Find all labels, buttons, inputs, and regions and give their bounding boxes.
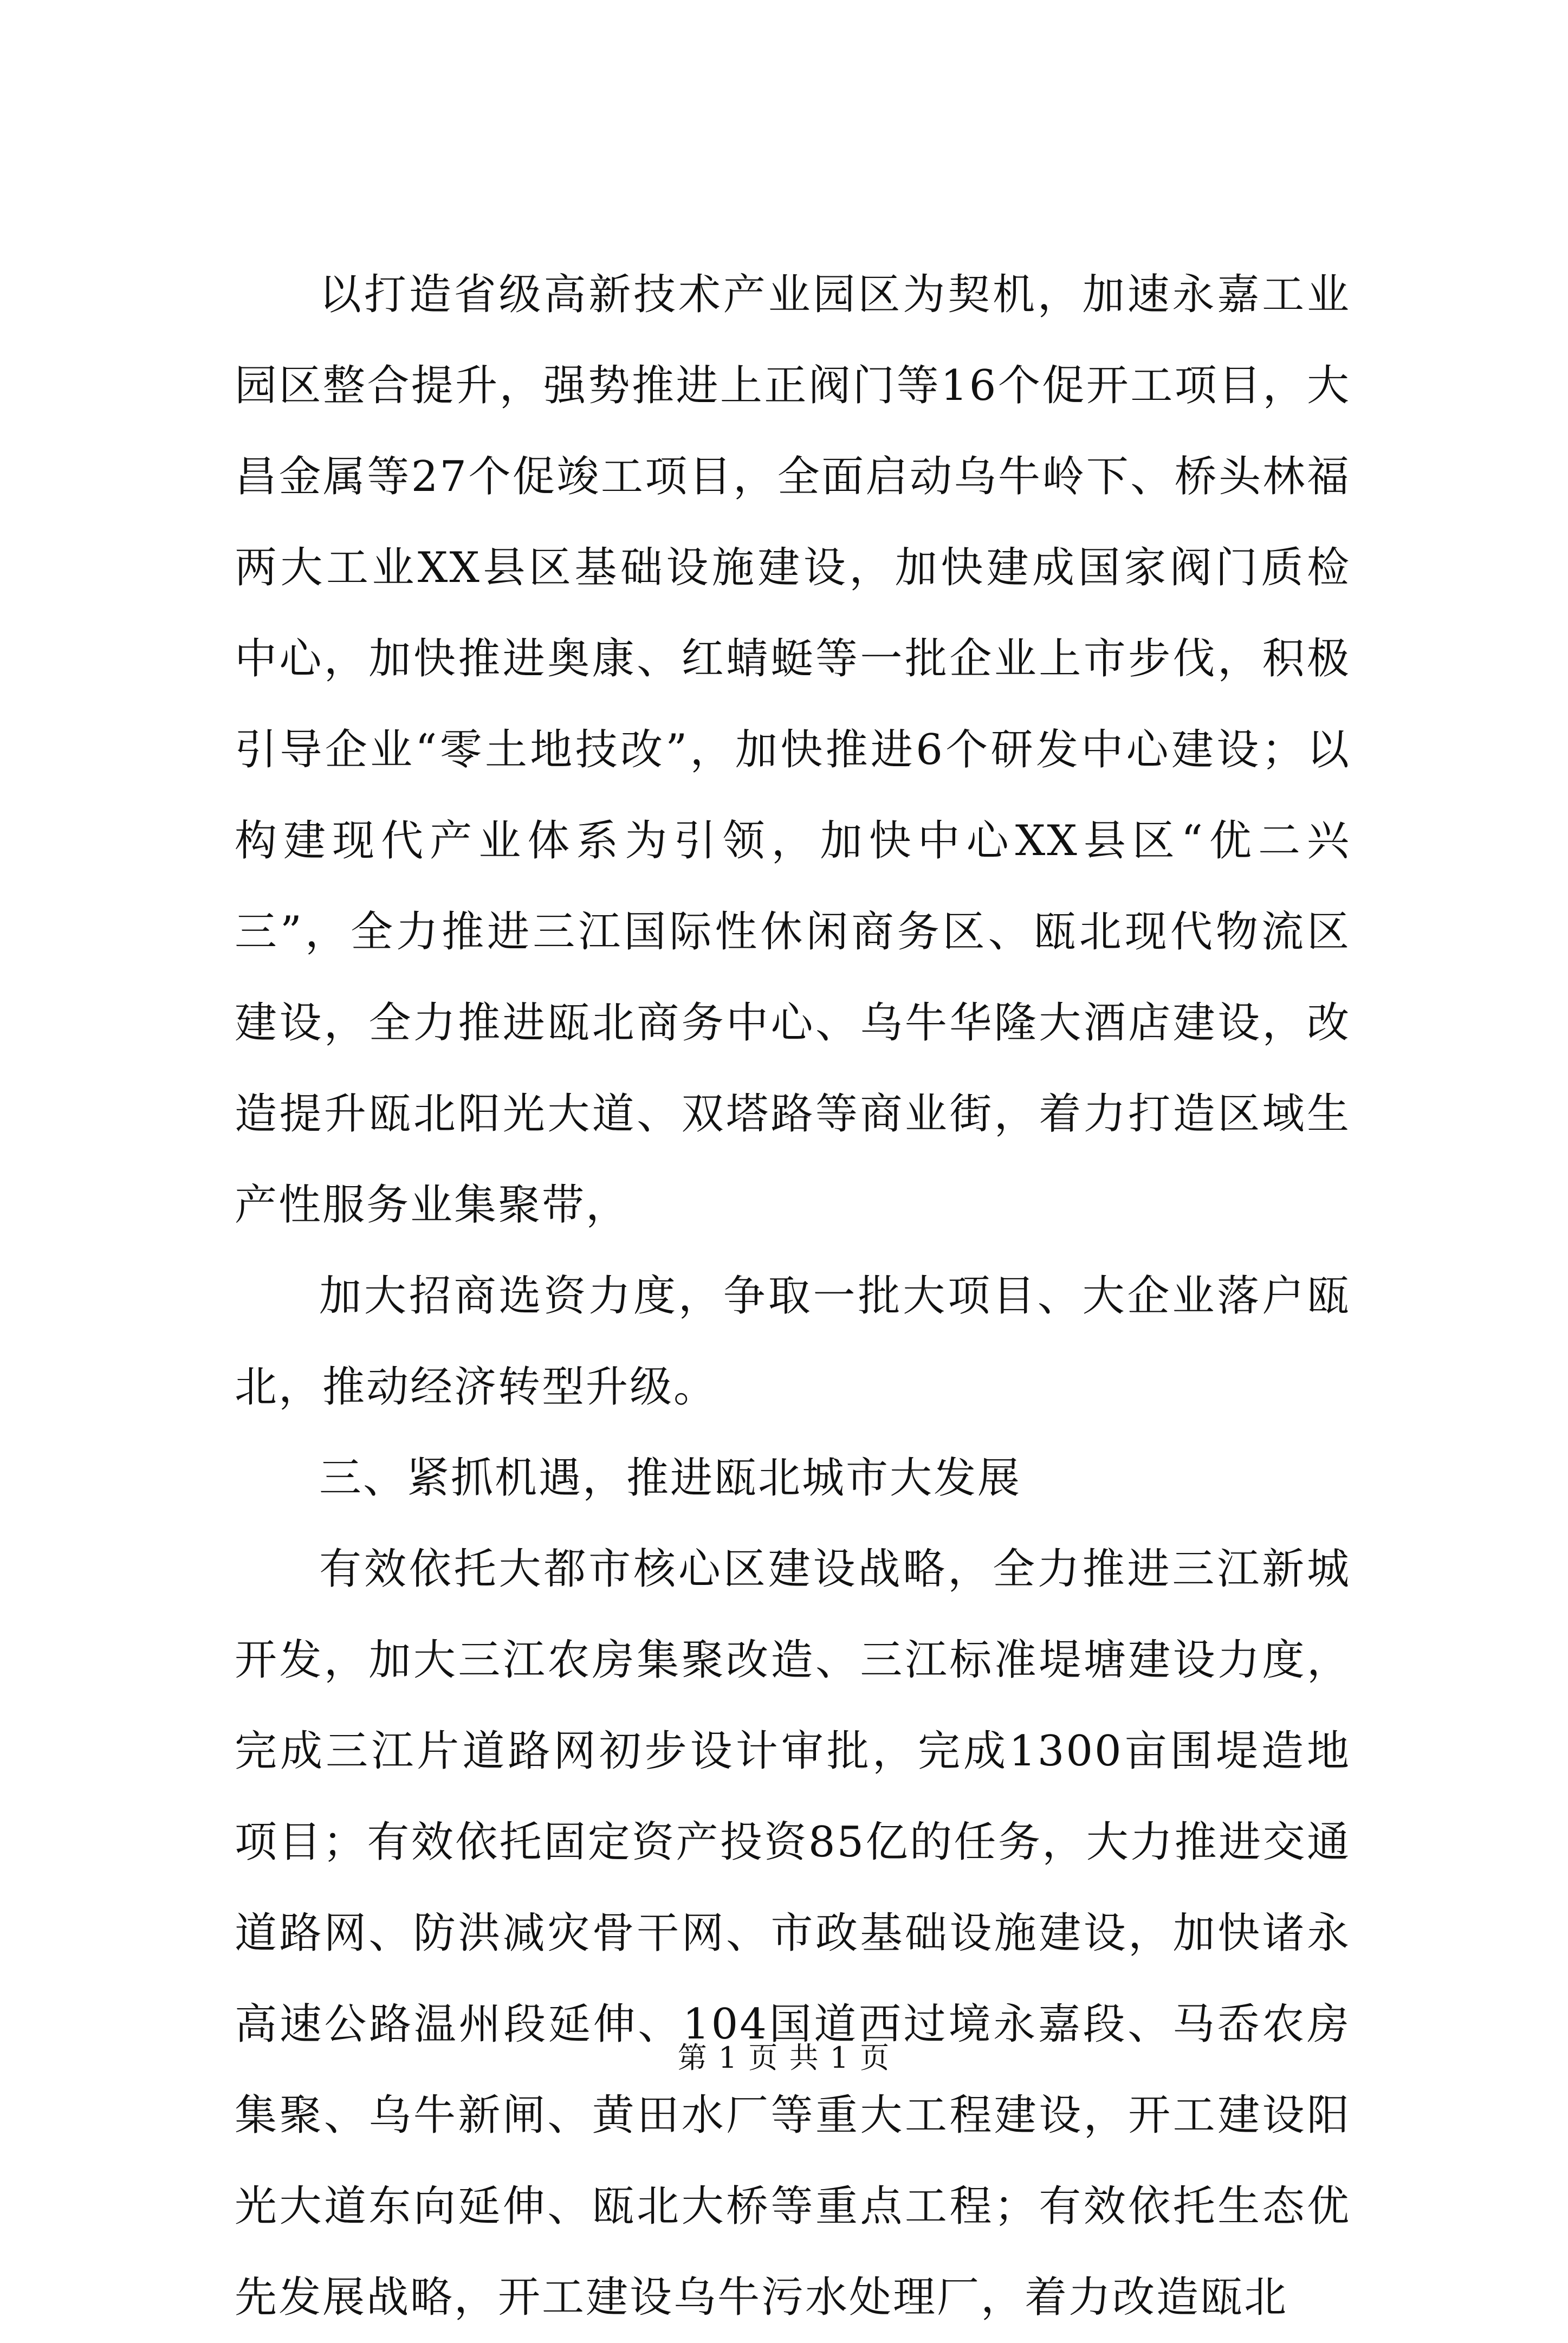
- page-footer: 第 1 页 共 1 页: [677, 2041, 891, 2075]
- paragraph-industrial-parks: 以打造省级高新技术产业园区为契机，加速永嘉工业园区整合提升，强势推进上正阀门等16个促开工项目，大昌金属等27个促竣工项目，全面启动乌牛岭下、桥头林福两大工业XX县区基础设施建设，加快建成国家阀门质检中心，加快推进奥康、红蜻蜓等一批企业上市步伐，积极引导企业“零土地技改”，加快推进6个研发中心建设；以构建现代产业体系为引领，加快中心XX县区“优二兴三”，全力推进三江国际性休闲商务区、瓯北现代物流区建设，全力推进瓯北商务中心、乌牛华隆大酒店建设，改造提升瓯北阳光大道、双塔路等商业街，着力打造区域生产性服务业集聚带，: [235, 270, 1351, 1229]
- paragraph-city-development: 有效依托大都市核心区建设战略，全力推进三江新城开发，加大三江农房集聚改造、三江标准堤塘建设力度，完成三江片道路网初步设计审批，完成1300亩围堤造地项目；有效依托固定资产投资85亿的任务，大力推进交通道路网、防洪减灾骨干网、市政基础设施建设，加快诸永高速公路温州段延伸、104国道西过境永嘉段、马岙农房集聚、乌牛新闸、黄田水厂等重大工程建设，开工建设阳光大道东向延伸、瓯北大桥等重点工程；有效依托生态优先发展战略，开工建设乌牛污水处理厂，着力改造瓯北: [235, 1545, 1351, 2322]
- section-heading: 三、紧抓机遇，推进瓯北城市大发展: [319, 1454, 1022, 1503]
- document-body: [235, 249, 1351, 2343]
- paragraph-investment: 加大招商选资力度，争取一批大项目、大企业落户瓯北，推动经济转型升级。: [235, 1272, 1351, 1412]
